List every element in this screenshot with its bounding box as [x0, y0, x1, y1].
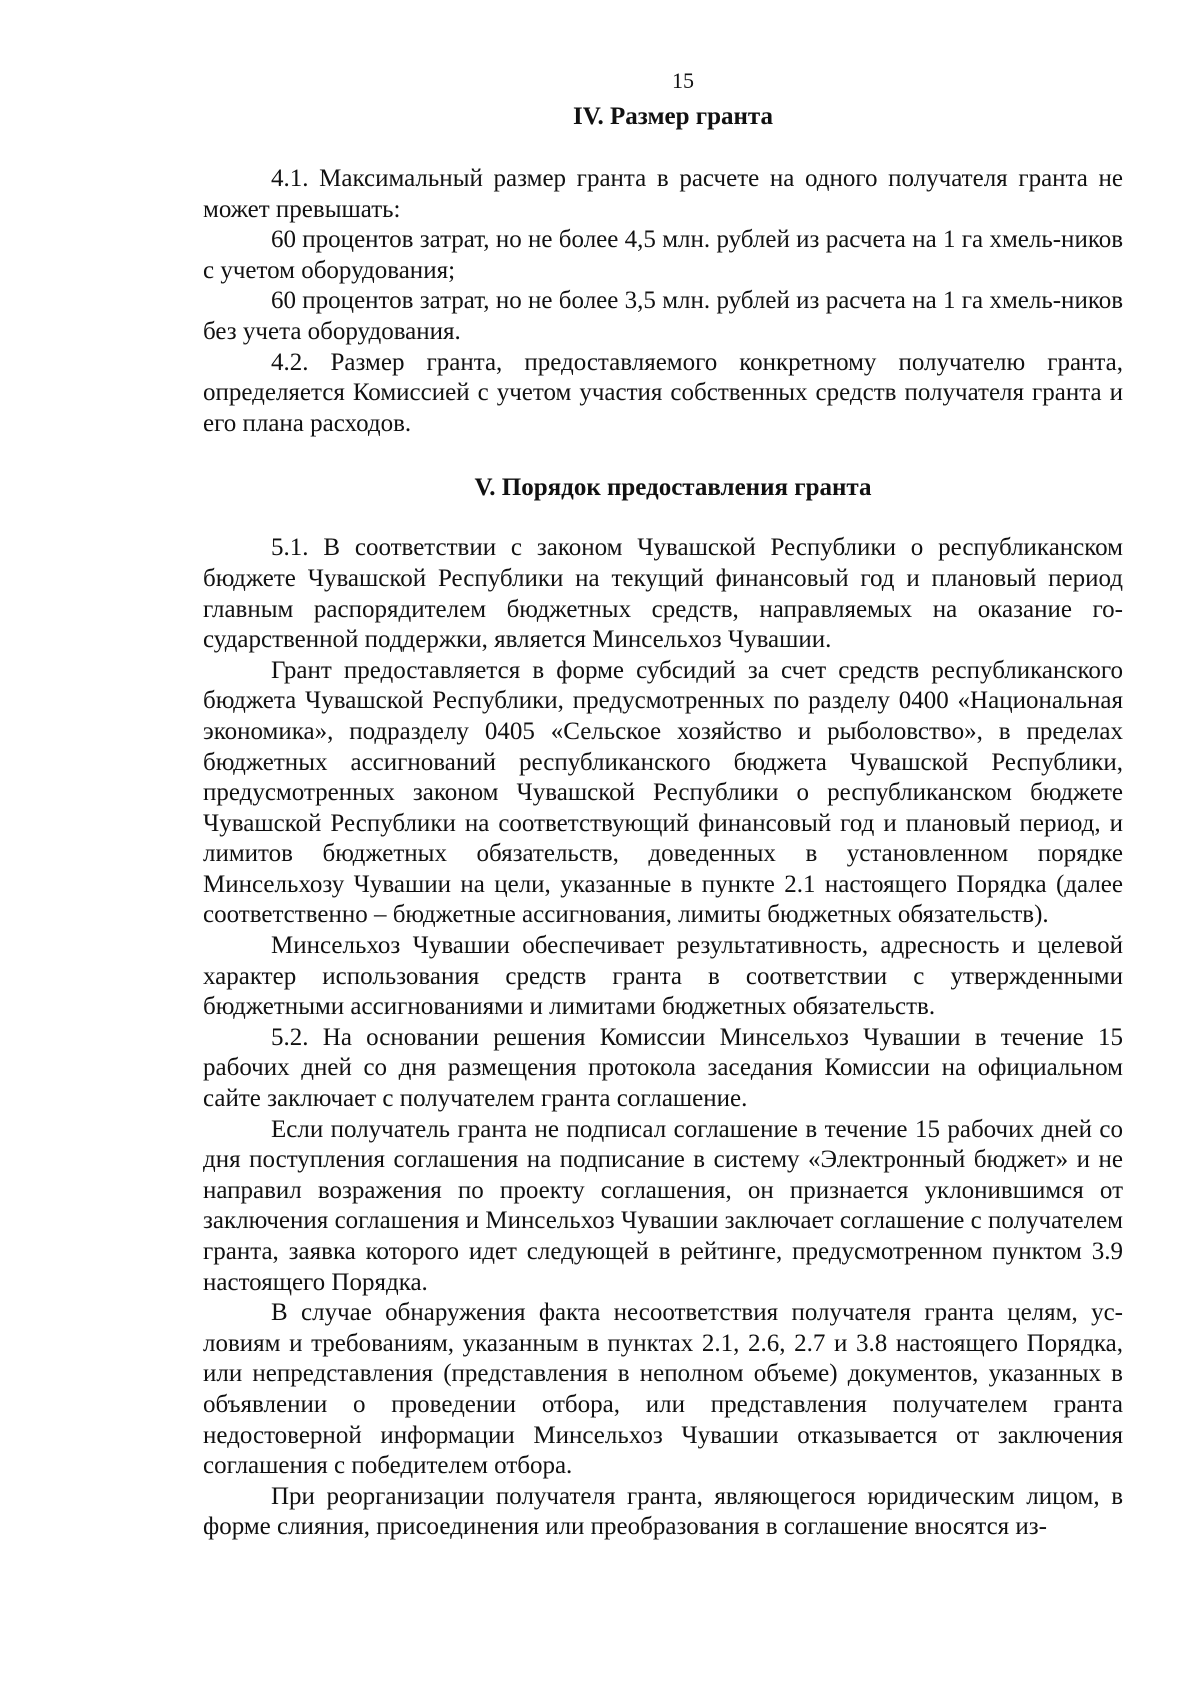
document-page [203, 68, 1123, 1543]
paragraph-4-2: 4.2. Размер гранта, предоставляемого конкретному получателю гранта, определяется Комиссией с учетом участия собственных средств получателя гранта и его плана расходов. [203, 348, 1123, 437]
paragraph-reorganization: При реорганизации получателя гранта, являющегося юридическим лицом, в форме слияния, присоединения или преобразования в соглашение вносятся из- [203, 1482, 1123, 1541]
paragraph-5-2: 5.2. На основании решения Комиссии Минсельхоз Чувашии в течение 15 рабочих дней со дня размещения протокола заседания Комиссии на официальном сайте заключает с получателем гранта соглашение. [203, 1023, 1123, 1113]
paragraph-4-1-option-2: 60 процентов затрат, но не более 3,5 млн. рублей из расчета на 1 га хмель-ников без учета оборудования. [203, 287, 1123, 345]
spacer [203, 503, 1123, 533]
paragraph-4-1: 4.1. Максимальный размер гранта в расчете на одного получателя гранта не может превышать: [203, 165, 1123, 223]
section-title-v: V. Порядок предоставления гранта [474, 474, 872, 502]
page-number: 15 [672, 68, 694, 93]
paragraph-not-signed: Если получатель гранта не подписал соглашение в течение 15 рабочих дней со дня поступления соглашения на подписание в систему «Электронный бюджет» и не направил возражения по проекту соглашения, он признается уклонившимся от заключения соглашения и Минсельхоз Чувашии заключает соглашение с получателем гранта, заявка которого идет следующей в рейтинге, предусмотренном пунктом 3.9 настоящего Порядка. [203, 1115, 1123, 1296]
paragraph-4-1-option-1: 60 процентов затрат, но не более 4,5 млн. рублей из расчета на 1 га хмель-ников с учетом оборудования; [203, 226, 1123, 284]
section-title-iv: IV. Размер гранта [572, 103, 774, 130]
paragraph-nonconformity: В случае обнаружения факта несоответствия получателя гранта целям, условиям и требованиям, указанным в пунктах 2.1, 2.6, 2.7 и 3.8 настоящего Порядка, или непредставления (представления в неполном объеме) документов, указанных в объявлении о проведении отбора, или представления получателем гранта недостоверной информации Минсельхоз Чувашии отказывается от заключения соглашения с победителем отбора. [203, 1299, 1123, 1480]
paragraph-ministry-ensures: Минсельхоз Чувашии обеспечивает результативность, адресность и целевой характер использования средств гранта в соответствии с утвержденными бюджетными ассигнованиями и лимитами бюджетных обязательств. [203, 932, 1123, 1021]
paragraph-grant-provision: Грант предоставляется в форме субсидий за счет средств республиканского бюджета Чувашской Республики, предусмотренных по разделу 0400 «Национальная экономика», подразделу 0405 «Сельское хозяйство и рыболовство», в пределах бюджетных ассигнований республиканского бюджета Чувашской Республики, предусмотренных законом Чувашской Республики о республиканском бюджете Чувашской Республики на соответствующий финансовый год и плановый период, и лимитов бюджетных обязательств, доведенных в установленном порядке Минсельхозу Чувашии на цели, указанные в пункте 2.1 настоящего Порядка (далее соответственно – бюджетные ассигнования, лимиты бюджетных обязательств). [203, 656, 1123, 929]
spacer [203, 439, 1123, 473]
spacer [203, 132, 1123, 164]
paragraph-5-1: 5.1. В соответствии с законом Чувашской Республики о республиканском бюджете Чувашской Республики на текущий финансовый год и плановый период главным распорядителем бюджетных средств, направляемых на оказание государственной поддержки, является Минсельхоз Чувашии. [203, 534, 1123, 654]
